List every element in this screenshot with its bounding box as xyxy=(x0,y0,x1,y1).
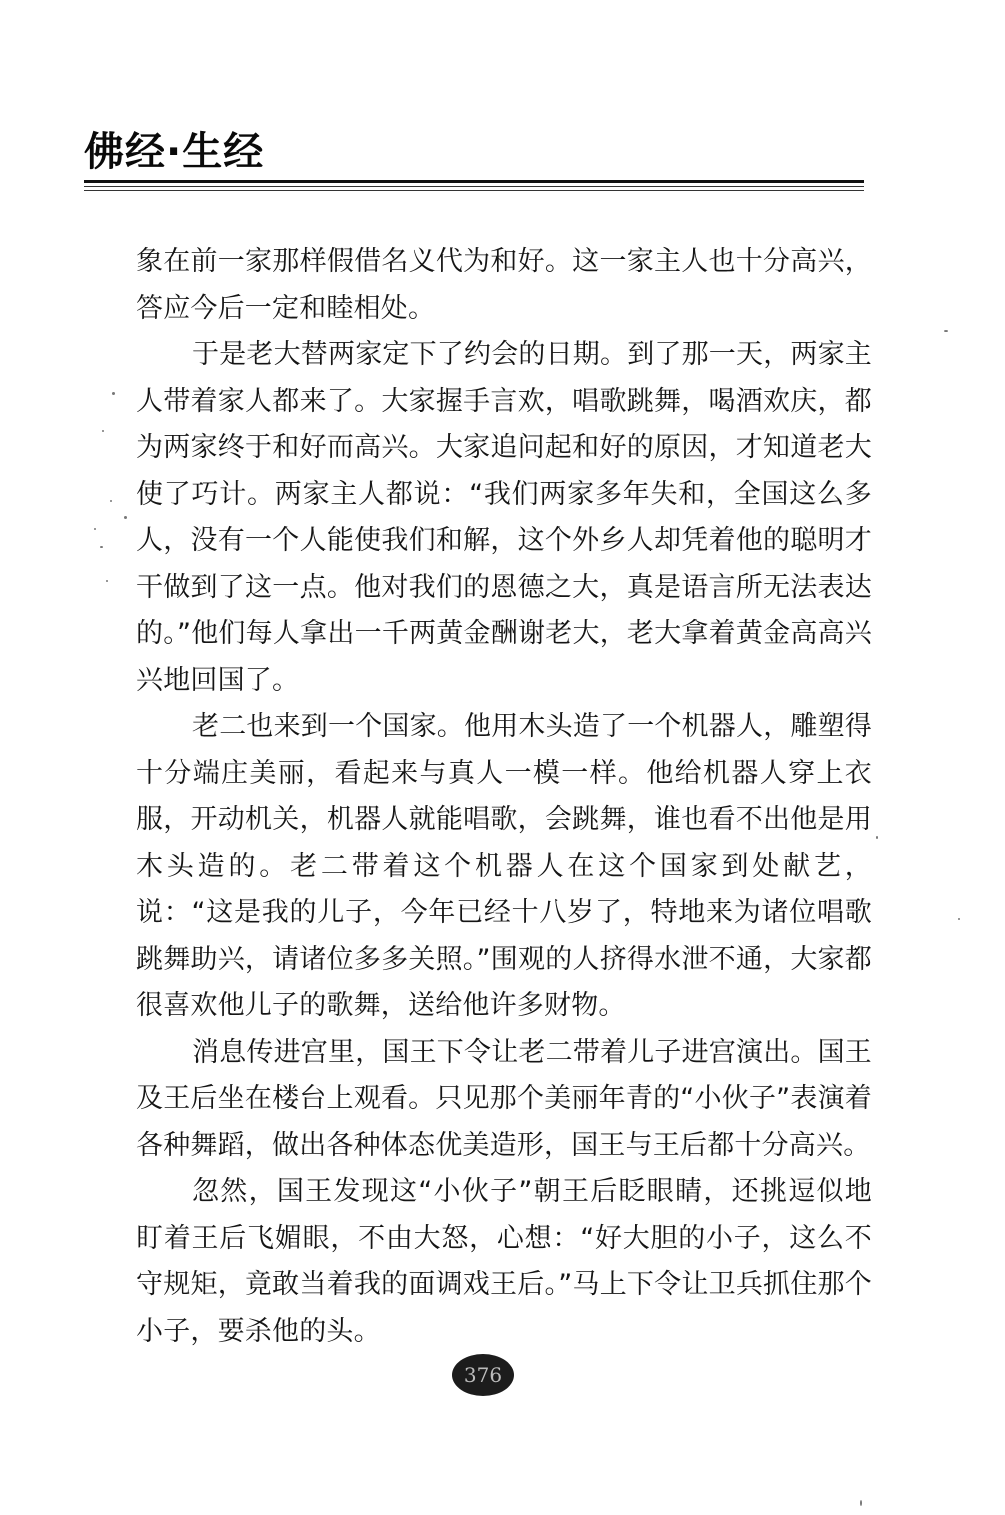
scan-speck xyxy=(958,918,960,920)
header-rule-thin xyxy=(84,190,864,191)
scan-speck xyxy=(124,516,127,519)
header-rule-thin xyxy=(84,186,864,187)
paragraph: 忽然，国王发现这“小伙子”朝王后眨眼睛，还挑逗似地盯着王后飞媚眼，不由大怒，心想：“好大胆的小子，这么不守规矩，竟敢当着我的面调戏王后。”马上下令让卫兵抓住那个小子，要杀他的头。 xyxy=(136,1176,872,1347)
body-text xyxy=(136,239,872,1355)
scan-speck xyxy=(944,330,948,332)
page-number-badge: 376 xyxy=(452,1354,514,1396)
scan-speck xyxy=(112,392,115,395)
paragraph: 于是老大替两家定下了约会的日期。到了那一天，两家主人带着家人都来了。大家握手言欢，唱歌跳舞，喝酒欢庆，都为两家终于和好而高兴。大家追问起和好的原因，才知道老大使了巧计。两家主人都说：“我们两家多年失和，全国这么多人，没有一个人能使我们和解，这个外乡人却凭着他的聪明才干做到了这一点。他对我们的恩德之大，真是语言所无法表达的。”他们每人拿出一千两黄金酬谢老大，老大拿着黄金高高兴兴地回国了。 xyxy=(136,339,872,696)
scan-speck xyxy=(94,528,96,530)
running-header-title: 佛经·生经 xyxy=(84,129,265,175)
scan-speck xyxy=(106,580,108,582)
paragraph: 消息传进宫里，国王下令让老二带着儿子进宫演出。国王及王后坐在楼台上观看。只见那个美丽年青的“小伙子”表演着各种舞蹈，做出各种体态优美造形，国王与王后都十分高兴。 xyxy=(136,1036,872,1161)
paragraph: 老二也来到一个国家。他用木头造了一个机器人，雕塑得十分端庄美丽，看起来与真人一模一样。他给机器人穿上衣服，开动机关，机器人就能唱歌，会跳舞，谁也看不出他是用木头造的。老二带着这个机器人在这个国家到处献艺，说：“这是我的儿子，今年已经十八岁了，特地来为诸位唱歌跳舞助兴，请诸位多多关照。”围观的人挤得水泄不通，大家都很喜欢他儿子的歌舞，送给他许多财物。 xyxy=(136,711,872,1021)
paragraph: 象在前一家那样假借名义代为和好。这一家主人也十分高兴，答应今后一定和睦相处。 xyxy=(136,246,872,324)
scan-speck xyxy=(102,430,104,432)
scan-speck xyxy=(860,1500,862,1506)
header-rule-thick xyxy=(84,180,864,183)
scan-speck xyxy=(100,546,103,548)
scan-speck xyxy=(110,500,112,502)
scan-speck xyxy=(876,836,878,839)
